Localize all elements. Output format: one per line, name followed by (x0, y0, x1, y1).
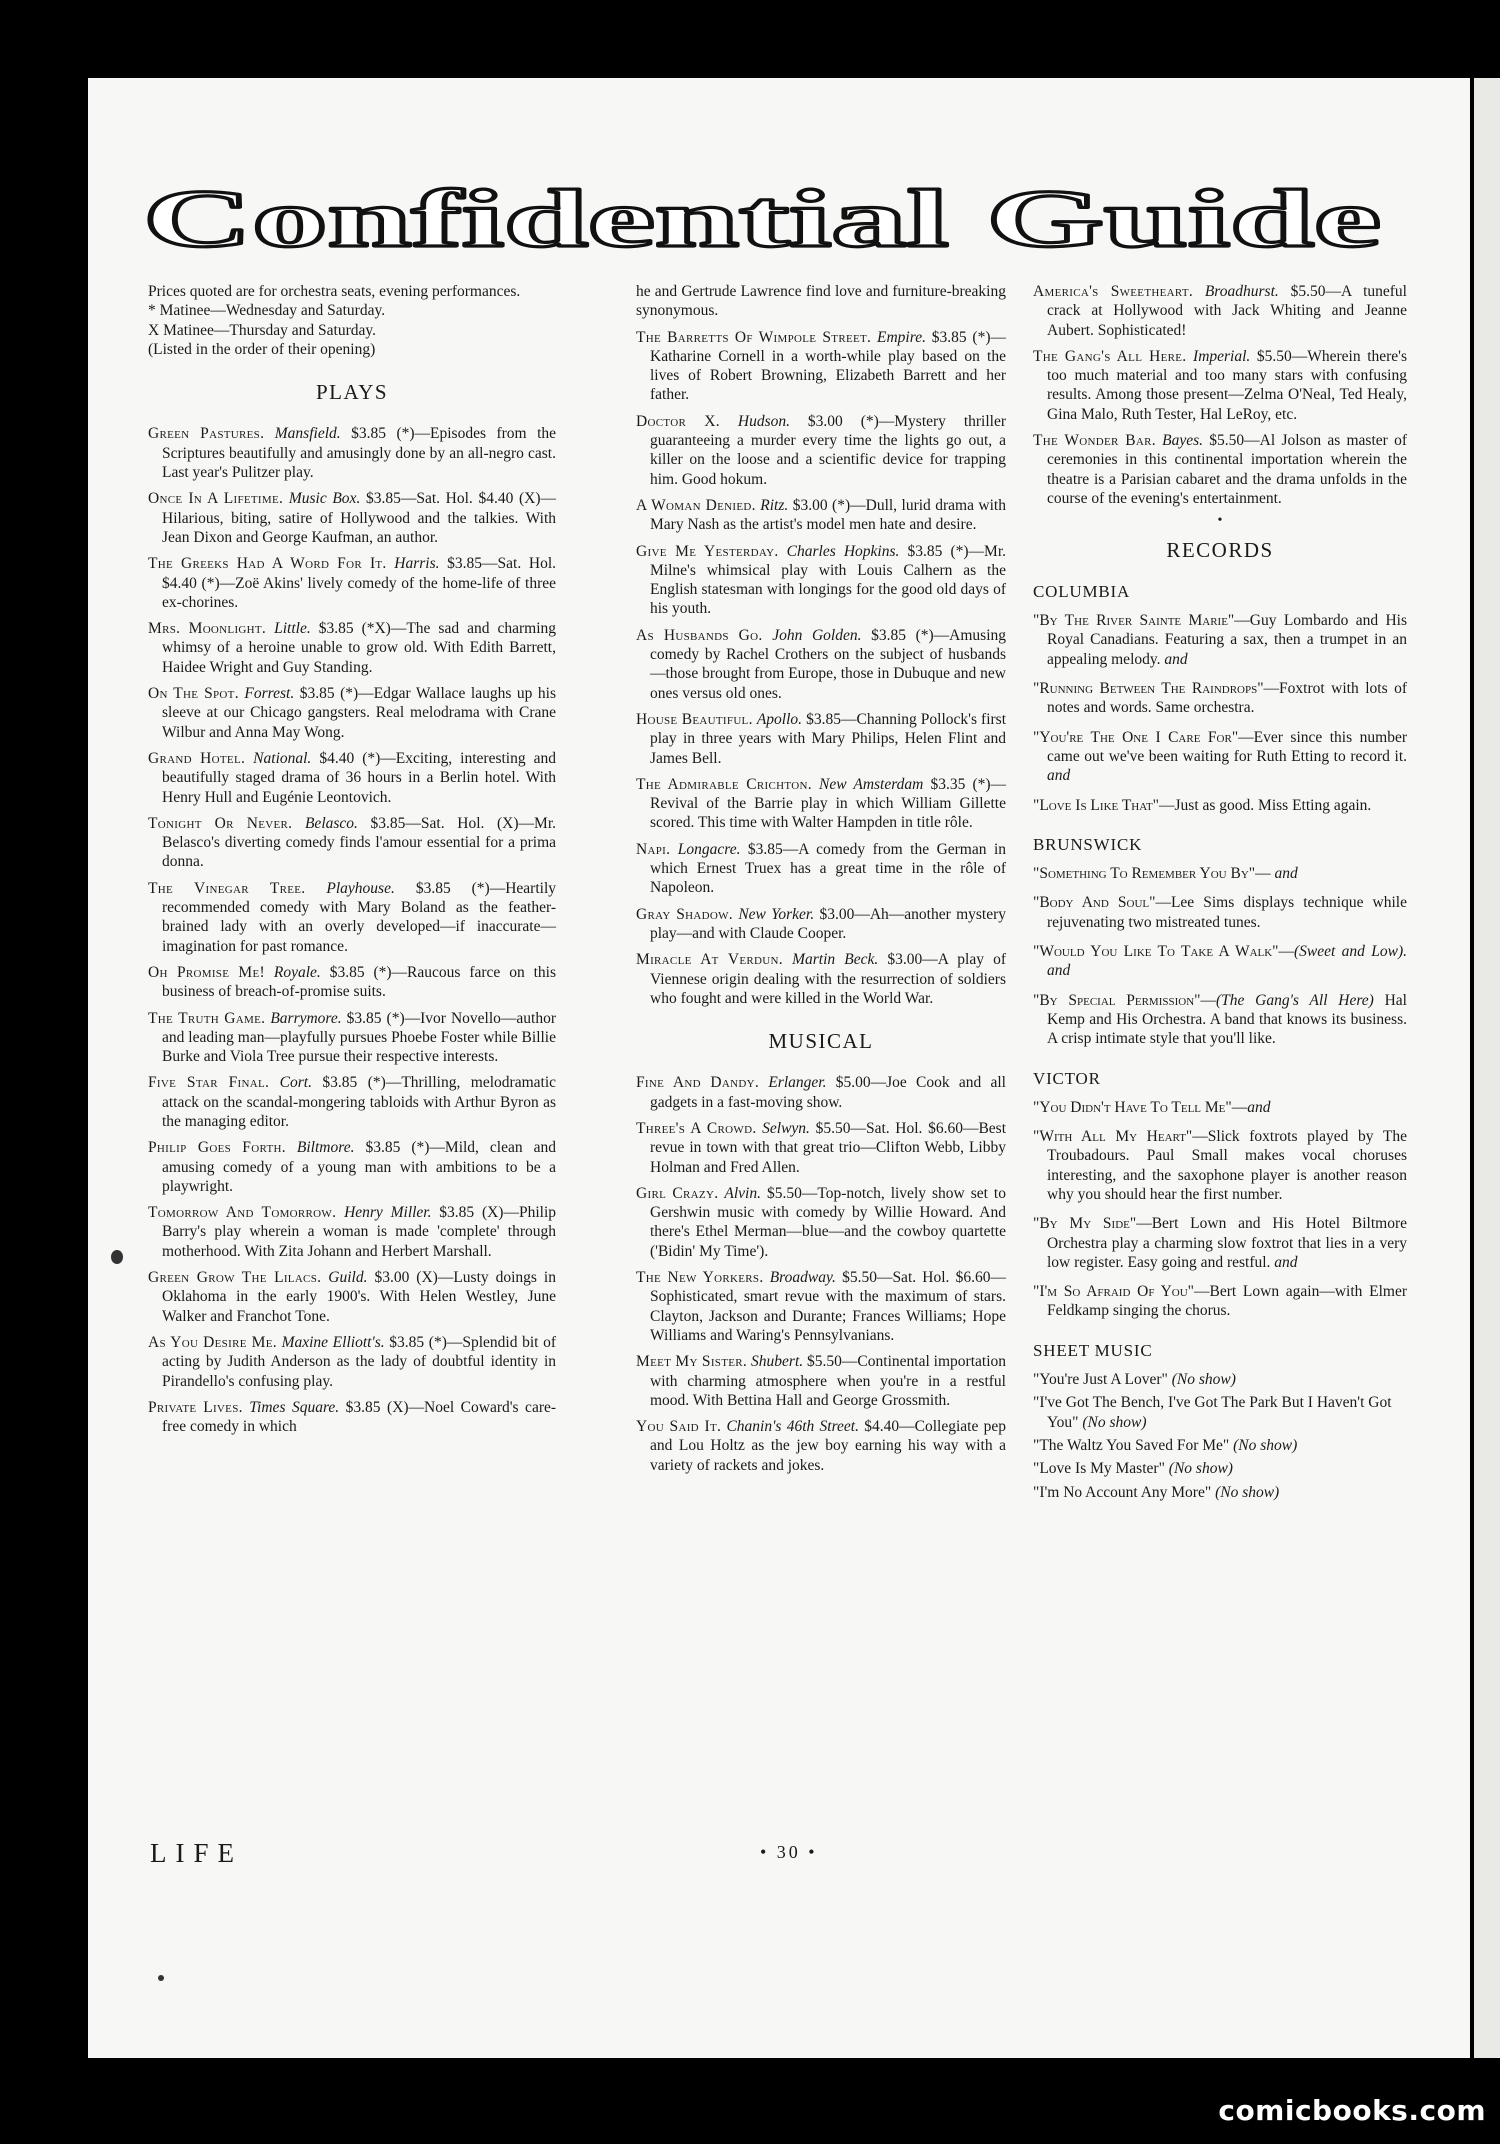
scan-speck (158, 1975, 164, 1981)
show-title: The Gang's All Here. (1033, 347, 1187, 365)
show-description: $3.00 (*)—Dull, lurid drama with Mary Nash as the artist's model men hate and desire. (650, 496, 1006, 534)
record-description: — (1200, 991, 1216, 1009)
show-description: $4.40—Collegiate pep and Lou Holtz as the jew boy earning his way with a variety of rackets and jokes. (650, 1418, 1006, 1474)
show-description: $3.00 (*)—Mystery thriller guaranteeing a murder every time the lights go out, a killer on the loose and a scientific device for trapping him. Good hokum. (650, 412, 1007, 488)
label-sheet-music: SHEET MUSIC (1033, 1340, 1153, 1360)
show-description: $5.50—Top-notch, lively show set to Gershwin music with comedy by Willie Howard. And there's Ethel Merman—blue—and the cowboy quartette ('Bidin' My Time'). (650, 1184, 1006, 1260)
show-description: $3.85 (*)—Amusing comedy by Rachel Crothers on the subject of husbands—those brought from Europe, those in Dubuque and new ones versus old ones. (650, 626, 1007, 702)
show-description: $3.00—Ah—another mystery play—and with Claude Cooper. (650, 905, 1007, 942)
show-entry (148, 1138, 556, 1196)
record-note: and (1247, 1098, 1271, 1116)
show-title: Doctor X. (636, 412, 720, 430)
theatre-name: Charles Hopkins. (786, 542, 900, 560)
theatre-name: Barrymore. (270, 1009, 342, 1027)
theatre-name: National. (253, 749, 312, 767)
section-heading-records: RECORDS (1166, 537, 1274, 562)
show-description: $3.85 (*)—Splendid bit of acting by Judith Anderson as the lady of doubtful identity in Pirandello's confusing play. (162, 1333, 557, 1390)
column-2 (636, 282, 1006, 1482)
musicals-list-continued (1033, 282, 1407, 508)
show-title: Oh Promise Me! (148, 963, 265, 981)
show-title: Tomorrow And Tomorrow. (148, 1204, 337, 1222)
show-entry (1033, 347, 1407, 424)
record-title: "Love Is Like That" (1033, 796, 1160, 814)
show-description: $5.50—Sat. Hol. $6.60—Sophisticated, smart revue with the maximum of stars. Clayton, Jackson and Durante; Frances Williams; Hope Williams and Waring's Pennsylvanians. (650, 1269, 1007, 1344)
show-entry (148, 1073, 556, 1131)
show-description: $5.50—Continental importation with charming atmosphere when you're in a restful mood. With Bettina Hall and George Grossmith. (650, 1353, 1007, 1409)
theatre-name: Empire. (877, 328, 926, 346)
song-note: (No show) (1171, 1371, 1236, 1389)
label-brunswick: BRUNSWICK (1033, 834, 1143, 854)
intro-line: X Matinee—Thursday and Saturday. (148, 321, 376, 339)
sheet-music-item (1033, 1436, 1407, 1455)
theatre-name: Erlanger. (768, 1074, 827, 1092)
label-victor: VICTOR (1033, 1068, 1101, 1088)
next-page-edge (1474, 78, 1500, 2058)
record-description: —Bert Lown again—with Elmer Feldkamp singing the chorus. (1047, 1283, 1407, 1320)
song-title: "Love Is My Master" (1033, 1460, 1165, 1478)
theatre-name: Harris. (394, 555, 440, 573)
record-entry (1033, 1214, 1407, 1272)
theatre-name: John Golden. (772, 626, 862, 644)
show-entry (148, 619, 556, 677)
show-entry (148, 1203, 556, 1261)
show-entry (636, 1417, 1006, 1475)
record-title: "By The River Sainte Marie" (1033, 612, 1235, 630)
show-title: Girl Crazy. (636, 1184, 719, 1202)
record-entry (1033, 728, 1407, 786)
section-heading-musical: MUSICAL (768, 1029, 874, 1054)
musicals-list (636, 1073, 1006, 1475)
theatre-name: Martin Beck. (792, 951, 879, 969)
plays-list (148, 424, 556, 1436)
show-title: Give Me Yesterday. (636, 542, 779, 560)
show-title: A Woman Denied. (636, 496, 756, 514)
show-description: $3.85—Sat. Hol. $4.40 (*)—Zoë Akins' lively comedy of the home-life of three ex-chorines. (162, 555, 556, 611)
sheet-music-item (1033, 1483, 1407, 1502)
record-entry (1033, 1282, 1407, 1321)
theatre-name: Broadhurst. (1204, 283, 1279, 300)
show-entry (148, 1333, 556, 1391)
section-heading-plays: PLAYS (315, 380, 389, 405)
sheet-music-item (1033, 1393, 1407, 1432)
show-title: Mrs. Moonlight. (148, 620, 267, 638)
record-note: and (1047, 767, 1071, 785)
show-description: $3.85 (X)—Philip Barry's play wherein a woman is made 'complete' through motherhood. With Zita Johann and Herbert Marshall. (162, 1204, 557, 1260)
show-title: As You Desire Me. (148, 1333, 277, 1351)
theatre-name: Bayes. (1162, 432, 1204, 450)
show-description: $3.85 (*)—Katharine Cornell in a worth-while play based on the lives of Robert Browning, Elizabeth Barrett and her father. (650, 328, 1007, 404)
show-title: Three's A Crowd. (636, 1119, 757, 1137)
song-title: "I've Got The Bench, I've Got The Park But I Haven't Got You" (1033, 1394, 1392, 1431)
record-description: —Just as good. Miss Etting again. (1159, 796, 1372, 814)
show-title: Tonight Or Never. (148, 814, 293, 832)
record-title: "Running Between The Raindrops" (1033, 680, 1264, 698)
page-title (140, 180, 1385, 260)
theatre-name: Biltmore. (296, 1139, 355, 1157)
theatre-name: Royale. (273, 963, 321, 981)
record-title: "By My Side" (1033, 1215, 1137, 1233)
theatre-name: New Amsterdam (818, 775, 924, 793)
show-entry (148, 684, 556, 742)
show-title: The New Yorkers. (636, 1269, 764, 1287)
show-entry (148, 879, 556, 956)
show-description: $3.35 (*)—Revival of the Barrie play in which William Gillette scored. This time with Walter Hampden in title rôle. (650, 775, 1007, 832)
show-description: $3.85—A comedy from the German in which Ernest Truex has a great time in the rôle of Napoleon. (650, 840, 1006, 897)
show-entry (636, 840, 1006, 898)
show-entry (148, 1398, 556, 1437)
theatre-name: Forrest. (244, 685, 295, 703)
show-description: $3.00—A play of Viennese origin dealing with the resurrection of soldiers who fought and were killed in the World War. (650, 951, 1007, 1007)
theatre-name: Belasco. (304, 814, 358, 832)
show-title: The Wonder Bar. (1033, 432, 1156, 450)
watermark: comicbooks.com (1218, 2094, 1486, 2127)
song-title: "I'm No Account Any More" (1033, 1483, 1212, 1501)
page-number: • 30 • (760, 1842, 818, 1862)
intro-line: * Matinee—Wednesday and Saturday. (148, 302, 386, 320)
record-description: —Guy Lombardo and His Royal Canadians. Featuring a sax, then a trumpet in an appealing melody. (1047, 612, 1408, 668)
show-title: As Husbands Go. (636, 626, 763, 644)
show-entry (148, 1268, 556, 1326)
record-entry (1033, 796, 1407, 815)
show-description: $3.85 (*)—Mild, clean and amusing comedy of a young man with ambitions to be a playwright. (162, 1139, 557, 1195)
record-title: "Would You Like To Take A Walk" (1033, 943, 1279, 961)
show-title: Napi. (636, 840, 671, 858)
record-entry (1033, 942, 1407, 981)
record-title: "You're The One I Care For" (1033, 728, 1239, 746)
show-entry (148, 1009, 556, 1067)
title-text: Confidential Guide (143, 180, 1381, 260)
record-description: —Lee Sims displays technique while rejuvenating two mistreated tunes. (1047, 894, 1407, 931)
theatre-name: Guild. (328, 1269, 368, 1287)
show-description: $3.85 (*)—Episodes from the Scriptures beautifully and amusingly done by an all-negro cast. Last year's Pulitzer play. (162, 425, 557, 482)
play-entry-continued: he and Gertrude Lawrence find love and furniture-breaking synonymous. (636, 283, 1006, 320)
show-entry (636, 328, 1006, 405)
show-entry (148, 554, 556, 612)
theatre-name: Playhouse. (326, 879, 395, 897)
theatre-name: Selwyn. (762, 1119, 810, 1137)
show-entry (636, 1352, 1006, 1410)
show-description: $3.85 (*)—Thrilling, melodramatic attack on the scandal-mongering tabloids with Arthur Byron as the managing editor. (162, 1074, 557, 1130)
record-note: and (1160, 650, 1188, 668)
record-description: —Foxtrot with lots of notes and words. Same orchestra. (1047, 680, 1407, 717)
show-entry (1033, 282, 1407, 340)
show-title: The Admirable Crichton. (636, 775, 812, 793)
record-entry (1033, 991, 1407, 1049)
record-description: —Slick foxtrots played by The Troubadours. Paul Small makes vocal choruses interesting, and the saxophone player is another reason why you should hear the first number. (1047, 1128, 1407, 1203)
show-title: Green Grow The Lilacs. (148, 1269, 322, 1287)
show-description: $3.85 (X)—Noel Coward's care-free comedy in which (162, 1398, 557, 1436)
theatre-name: Cort. (279, 1074, 312, 1092)
record-title: "I'm So Afraid Of You" (1033, 1283, 1194, 1301)
record-title: "Something To Remember You By" (1033, 865, 1256, 883)
show-entry (148, 814, 556, 872)
show-description: $3.85 (*)—Heartily recommended comedy with Mary Boland as the feather-brained lady with an overly developed—if inaccurate—imagination for past romance. (162, 879, 556, 955)
show-title: The Truth Game. (148, 1009, 266, 1027)
record-description: —Ever since this number came out we've been waiting for Ruth Etting to record it. (1047, 728, 1407, 765)
plays-list-continued (636, 328, 1006, 1009)
intro-line: Prices quoted are for orchestra seats, evening performances. (148, 283, 521, 300)
show-description: $3.85—Sat. Hol. $4.40 (X)—Hilarious, biting, satire of Hollywood and the talkies. With Jean Dixon and George Kaufman, an author. (162, 490, 556, 546)
show-title: The Barretts Of Wimpole Street. (636, 328, 872, 346)
intro (148, 282, 556, 359)
record-entry (1033, 611, 1407, 669)
scan-speck (111, 1250, 123, 1264)
show-description: $5.50—Sat. Hol. $6.60—Best revue in town with that great trio—Clifton Webb, Libby Holman and Fred Allen. (650, 1119, 1006, 1176)
show-title: You Said It. (636, 1418, 722, 1436)
theatre-name: Chanin's 46th Street. (726, 1418, 859, 1436)
show-description: $3.85—Sat. Hol. (X)—Mr. Belasco's diverting comedy finds l'amour essential for a prima donna. (162, 814, 556, 871)
show-title: Grand Hotel. (148, 749, 246, 767)
columbia-records (1033, 611, 1407, 815)
show-entry (148, 963, 556, 1002)
show-title: On The Spot. (148, 685, 239, 703)
record-title: "By Special Permission" (1033, 991, 1201, 1009)
show-description: $3.85 (*)—Raucous farce on this business of breach-of-promise suits. (162, 963, 556, 1001)
show-description: $3.85—Channing Pollock's first play in three years with Mary Philips, Helen Flint and James Bell. (650, 710, 1007, 767)
theatre-name: Little. (274, 620, 311, 638)
show-description: $4.40 (*)—Exciting, interesting and beautifully staged drama of 36 hours in a Berlin hotel. With Henry Hull and Eugénie Leontovich. (162, 749, 557, 806)
show-entry (148, 424, 556, 482)
show-entry (636, 1268, 1006, 1345)
song-title: "You're Just A Lover" (1033, 1371, 1168, 1389)
show-entry (636, 626, 1006, 703)
theatre-name: Mansfield. (274, 425, 341, 443)
show-entry (636, 950, 1006, 1008)
victor-records (1033, 1098, 1407, 1321)
label-columbia: COLUMBIA (1033, 581, 1131, 601)
record-title: "You Didn't Have To Tell Me" (1033, 1098, 1232, 1116)
show-title: Once In A Lifetime. (148, 490, 284, 508)
show-entry (636, 1073, 1006, 1112)
show-entry (636, 710, 1006, 768)
show-entry (148, 749, 556, 807)
record-description: —Bert Lown and His Hotel Biltmore Orchestra play a charming slow foxtrot that lies in a very low register. Easy going and restful. (1047, 1215, 1407, 1271)
show-entry (1033, 431, 1407, 508)
record-entry (1033, 1127, 1407, 1204)
theatre-name: Longacre. (677, 840, 741, 858)
show-title: Philip Goes Forth. (148, 1139, 286, 1157)
show-title: The Vinegar Tree. (148, 879, 306, 897)
record-description: Hal Kemp and His Orchestra. A band that knows its business. A crisp intimate style that you'll like. (1047, 991, 1407, 1048)
column-1 (148, 282, 556, 1443)
song-title: "The Waltz You Saved For Me" (1033, 1436, 1230, 1454)
record-note: and (1270, 865, 1298, 883)
show-description: $3.85 (*X)—The sad and charming whimsy of a heroine unable to grow old. With Edith Barrett, Haidee Wright and Guy Standing. (162, 620, 556, 676)
song-note: (No show) (1233, 1436, 1298, 1454)
sheet-music-item (1033, 1459, 1407, 1478)
show-title: Gray Shadow. (636, 905, 733, 923)
show-entry (148, 489, 556, 547)
show-description: $3.85 (*)—Mr. Milne's whimsical play with Louis Calhern as the English statesman with longings for the good old days of his youth. (650, 542, 1007, 618)
theatre-name: Apollo. (756, 710, 803, 728)
show-title: Meet My Sister. (636, 1353, 748, 1371)
column-3 (1033, 282, 1407, 1506)
show-description: $3.85 (*)—Edgar Wallace laughs up his sleeve at our Chicago gangsters. Real melodrama with Crane Wilbur and Anna May Wong. (162, 685, 556, 741)
show-entry (636, 496, 1006, 535)
show-title: House Beautiful. (636, 710, 753, 728)
record-entry (1033, 1098, 1407, 1117)
theatre-name: Music Box. (288, 490, 361, 508)
theatre-name: Shubert. (751, 1353, 804, 1371)
theatre-name: Imperial. (1193, 347, 1251, 365)
show-title: Private Lives. (148, 1398, 243, 1416)
theatre-name: Broadway. (769, 1269, 836, 1287)
show-entry (636, 905, 1006, 944)
song-note: (No show) (1215, 1483, 1280, 1501)
show-title: Miracle At Verdun. (636, 951, 783, 969)
theatre-name: Times Square. (249, 1398, 340, 1416)
record-entry (1033, 893, 1407, 932)
show-entry (636, 1184, 1006, 1261)
show-entry (636, 1119, 1006, 1177)
record-description: — (1278, 943, 1295, 961)
record-title: "With All My Heart" (1033, 1128, 1193, 1146)
show-description: $3.85 (*)—Ivor Novello—author and leading man—playfully pursues Phoebe Foster while Billie Burke and Viola Tree pursue their respective interests. (162, 1009, 557, 1066)
record-note: (Sweet and Low). and (1047, 943, 1407, 980)
record-description: — (1231, 1098, 1248, 1116)
show-description: $5.50—Al Jolson as master of ceremonies in this continental importation wherein the theatre is a Parisian cabaret and the drama unfolds in the course of the evening's entertainment. (1047, 432, 1407, 507)
theatre-name: Ritz. (760, 496, 789, 514)
theatre-name: Henry Miller. (344, 1204, 432, 1222)
show-description: $5.50—A tuneful crack at Hollywood with Jack Whiting and Jeanne Aubert. Sophisticated! (1047, 283, 1407, 339)
record-title: "Body And Soul" (1033, 894, 1156, 912)
brunswick-records (1033, 864, 1407, 1048)
intro-line: (Listed in the order of their opening) (148, 340, 376, 358)
show-description: $3.00 (X)—Lusty doings in Oklahoma in the early 1900's. With Helen Westley, June Walker and Franchot Tone. (162, 1269, 556, 1325)
theatre-name: New Yorker. (738, 905, 815, 923)
sheet-music-list (1033, 1370, 1407, 1502)
record-note: (The Gang's All Here) (1215, 991, 1374, 1009)
show-entry (636, 542, 1006, 619)
title-lettering (140, 180, 1385, 260)
show-description: $5.00—Joe Cook and all gadgets in a fast-moving show. (650, 1074, 1006, 1111)
show-description: $5.50—Wherein there's too much material and too many stars with confusing results. Among those present—Zelma O'Neal, Ted Healy, Gina Malo, Ruth Tester, Hal LeRoy, etc. (1047, 347, 1407, 423)
theatre-name: Hudson. (737, 412, 790, 430)
bullet-divider: • (1217, 513, 1223, 529)
record-note: and (1270, 1253, 1298, 1271)
show-title: America's Sweetheart. (1033, 283, 1194, 300)
record-description: — (1255, 865, 1271, 883)
record-entry (1033, 864, 1407, 883)
show-title: The Greeks Had A Word For It. (148, 555, 387, 573)
magazine-logo: LIFE (150, 1838, 243, 1868)
sheet-music-item (1033, 1370, 1407, 1389)
show-entry (636, 412, 1006, 489)
song-note: (No show) (1168, 1460, 1233, 1478)
song-note: (No show) (1082, 1413, 1147, 1431)
theatre-name: Maxine Elliott's. (281, 1333, 385, 1351)
show-title: Five Star Final. (148, 1074, 270, 1092)
show-title: Green Pastures. (148, 425, 265, 443)
show-entry (636, 775, 1006, 833)
show-title: Fine And Dandy. (636, 1074, 760, 1092)
record-entry (1033, 679, 1407, 718)
theatre-name: Alvin. (724, 1184, 761, 1202)
